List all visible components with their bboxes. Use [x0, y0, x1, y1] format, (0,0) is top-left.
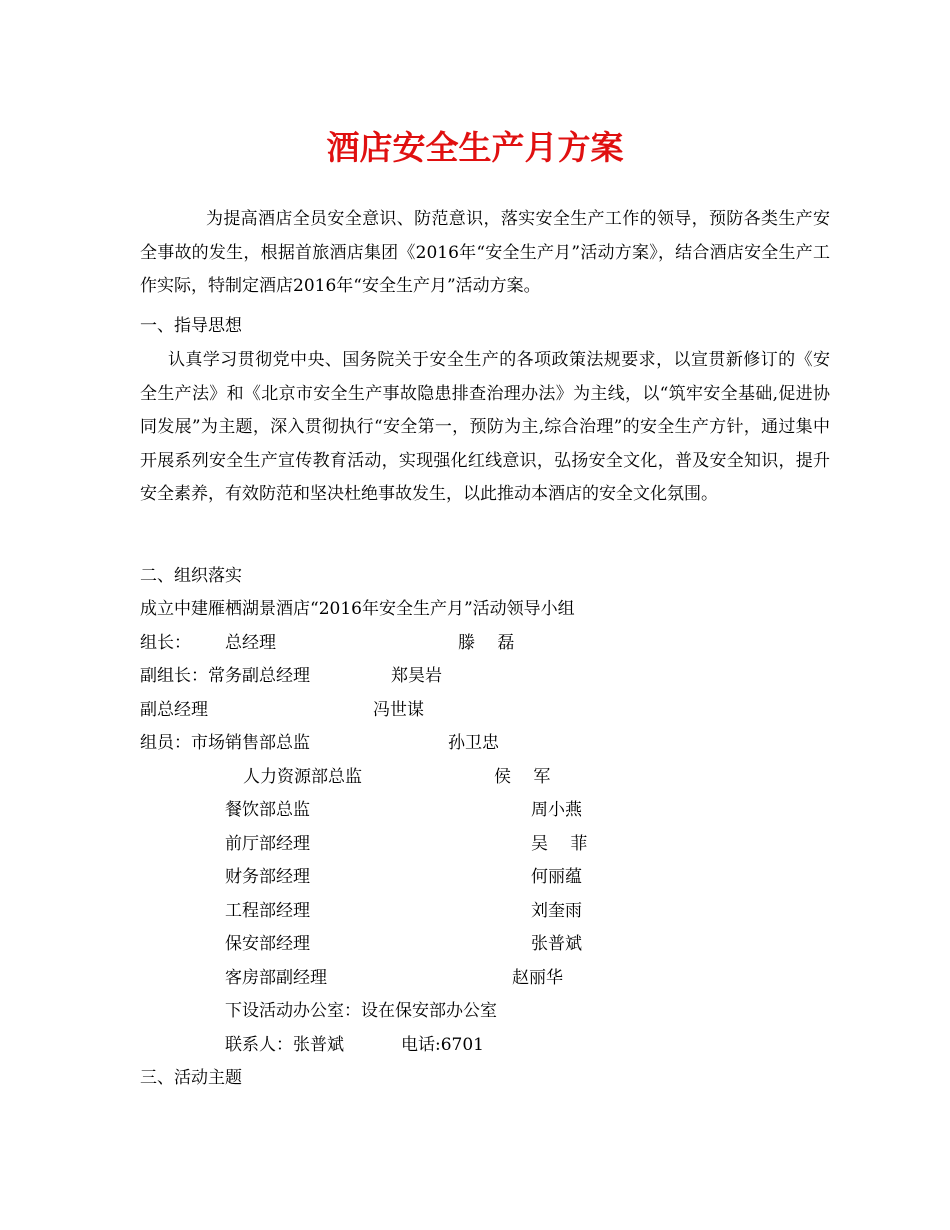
leader-name: 滕 磊 [458, 633, 515, 653]
member-role: 财务部经理 [225, 867, 310, 887]
deputy2-label: 副总经理 [140, 700, 208, 720]
member-role: 人力资源部总监 [243, 767, 362, 787]
member-name: 周小燕 [531, 800, 582, 820]
section3-heading: 三、活动主题 [140, 1068, 242, 1088]
member-name: 侯 军 [494, 767, 551, 787]
deputy1-name: 郑昊岩 [391, 666, 442, 686]
member-role: 保安部经理 [225, 934, 310, 954]
member-role: 前厅部经理 [225, 834, 310, 854]
deputy1-label: 副组长：常务副总经理 [140, 666, 310, 686]
member-name: 孙卫忠 [448, 733, 499, 753]
member-role: 工程部经理 [225, 901, 310, 921]
member-name: 赵丽华 [512, 968, 563, 988]
member-name: 何丽蕴 [531, 867, 582, 887]
section1-heading: 一、指导思想 [140, 316, 242, 336]
member-name: 刘奎雨 [531, 901, 582, 921]
member-role: 客房部副经理 [225, 968, 327, 988]
members-label: 组员：市场销售部总监 [140, 733, 310, 753]
leader-label: 组长： [140, 633, 191, 653]
section2-heading: 二、组织落实 [140, 566, 242, 586]
member-name: 吴 菲 [531, 834, 588, 854]
intro-paragraph: 为提高酒店全员安全意识、防范意识，落实安全生产工作的领导，预防各类生产安全事故的发生，根据首旅酒店集团《2016年“安全生产月”活动方案》，结合酒店安全生产工作实际，特制定酒店2016年“安全生产月”活动方案。 [140, 209, 830, 296]
leader-role: 总经理 [225, 633, 276, 653]
contact-phone: 电话:6701 [401, 1035, 484, 1055]
office-line: 下设活动办公室：设在保安部办公室 [225, 1001, 497, 1021]
deputy2-name: 冯世谋 [373, 700, 424, 720]
section1-body: 认真学习贯彻党中央、国务院关于安全生产的各项政策法规要求，以宣贯新修订的《安全生产法》和《北京市安全生产事故隐患排查治理办法》为主线，以“筑牢安全基础,促进协同发展”为主题，深入贯彻执行“安全第一，预防为主,综合治理”的安全生产方针，通过集中开展系列安全生产宣传教育活动，实现强化红线意识，弘扬安全文化，普及安全知识，提升安全素养，有效防范和坚决杜绝事故发生，以此推动本酒店的安全文化氛围。 [140, 350, 830, 504]
document-title: 酒店安全生产月方案 [326, 128, 624, 167]
group-intro: 成立中建雁栖湖景酒店“2016年安全生产月”活动领导小组 [140, 599, 575, 619]
member-role: 餐饮部总监 [225, 800, 310, 820]
contact-person: 联系人：张普斌 [225, 1035, 344, 1055]
member-name: 张普斌 [531, 934, 582, 954]
